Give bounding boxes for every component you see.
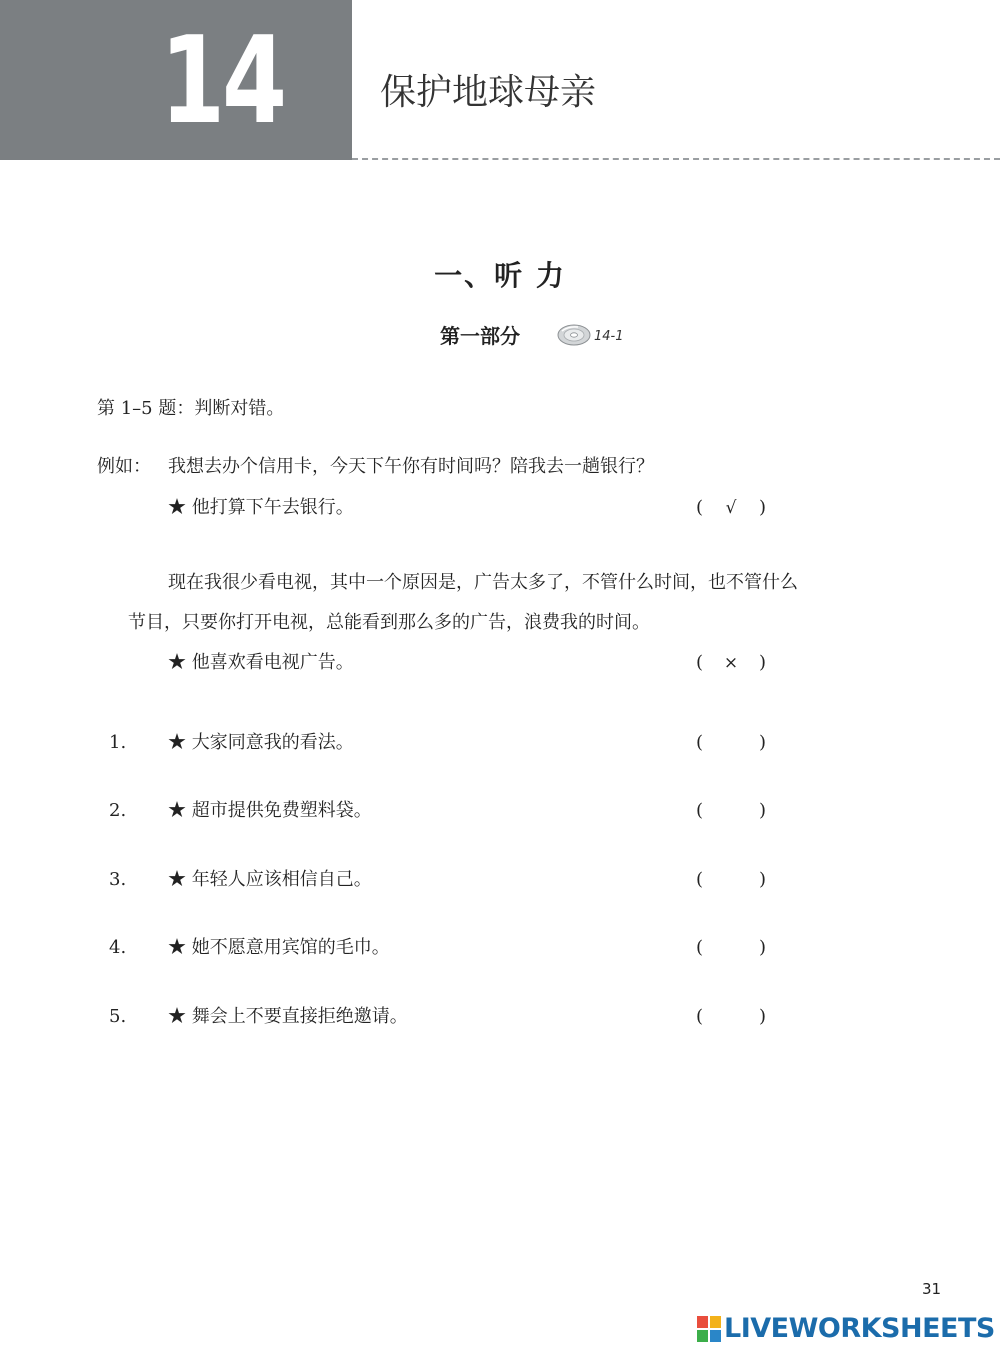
paren-close: ) [758, 937, 766, 958]
chapter-number: 14 [160, 12, 285, 151]
paren-open: ( [696, 497, 704, 518]
example2-answer-box [696, 650, 766, 676]
question-statement: ★ 她不愿意用宾馆的毛巾。 [168, 937, 390, 958]
example2-statement: ★ 他喜欢看电视广告。 [168, 652, 354, 673]
paren-open: ( [696, 800, 704, 821]
paren-close: ) [758, 1006, 766, 1027]
paren-open: ( [696, 869, 704, 890]
paren-close: ) [758, 732, 766, 753]
audio-cd-icon[interactable] [556, 321, 592, 347]
answer-box[interactable] [696, 730, 766, 756]
question-statement: ★ 舞会上不要直接拒绝邀请。 [168, 1006, 408, 1027]
paren-open: ( [696, 1006, 704, 1027]
audio-track-label: 14-1 [594, 328, 624, 344]
part-title: 第一部分 [440, 323, 520, 348]
liveworksheets-icon [697, 1316, 721, 1342]
brand-name: LIVEWORKSHEETS [724, 1313, 995, 1344]
instructions: 第 1–5 题：判断对错。 [97, 398, 285, 419]
example1-text: 我想去办个信用卡，今天下午你有时间吗？陪我去一趟银行？ [168, 456, 654, 477]
example1-answer: √ [725, 498, 737, 518]
paren-open: ( [696, 652, 704, 673]
header-divider [352, 158, 1000, 160]
example-label: 例如： [97, 456, 151, 477]
example2-answer: × [723, 653, 739, 673]
paren-close: ) [758, 869, 766, 890]
question-number: 5. [109, 1006, 127, 1027]
section-title: 一、听 力 [434, 259, 566, 292]
answer-box[interactable] [696, 867, 766, 893]
example1-statement: ★ 他打算下午去银行。 [168, 497, 354, 518]
question-statement: ★ 大家同意我的看法。 [168, 732, 354, 753]
paren-open: ( [696, 937, 704, 958]
answer-box[interactable] [696, 798, 766, 824]
paren-close: ) [758, 652, 766, 673]
paren-close: ) [758, 800, 766, 821]
example2-line1: 现在我很少看电视，其中一个原因是，广告太多了，不管什么时间，也不管什么 [168, 572, 798, 593]
question-number: 3. [109, 869, 127, 890]
page-number: 31 [922, 1280, 942, 1298]
question-statement: ★ 年轻人应该相信自己。 [168, 869, 372, 890]
paren-close: ) [758, 497, 766, 518]
example1-answer-box [696, 495, 766, 521]
example2-line2: 节目，只要你打开电视，总能看到那么多的广告，浪费我的时间。 [128, 612, 650, 633]
chapter-header-block [0, 0, 352, 160]
question-number: 2. [109, 800, 127, 821]
liveworksheets-logo[interactable] [697, 1313, 995, 1344]
paren-open: ( [696, 732, 704, 753]
question-number: 4. [109, 937, 127, 958]
part-heading [440, 318, 624, 350]
answer-box[interactable] [696, 935, 766, 961]
chapter-title: 保护地球母亲 [380, 72, 597, 113]
question-statement: ★ 超市提供免费塑料袋。 [168, 800, 372, 821]
question-number: 1. [109, 732, 127, 753]
answer-box[interactable] [696, 1004, 766, 1030]
